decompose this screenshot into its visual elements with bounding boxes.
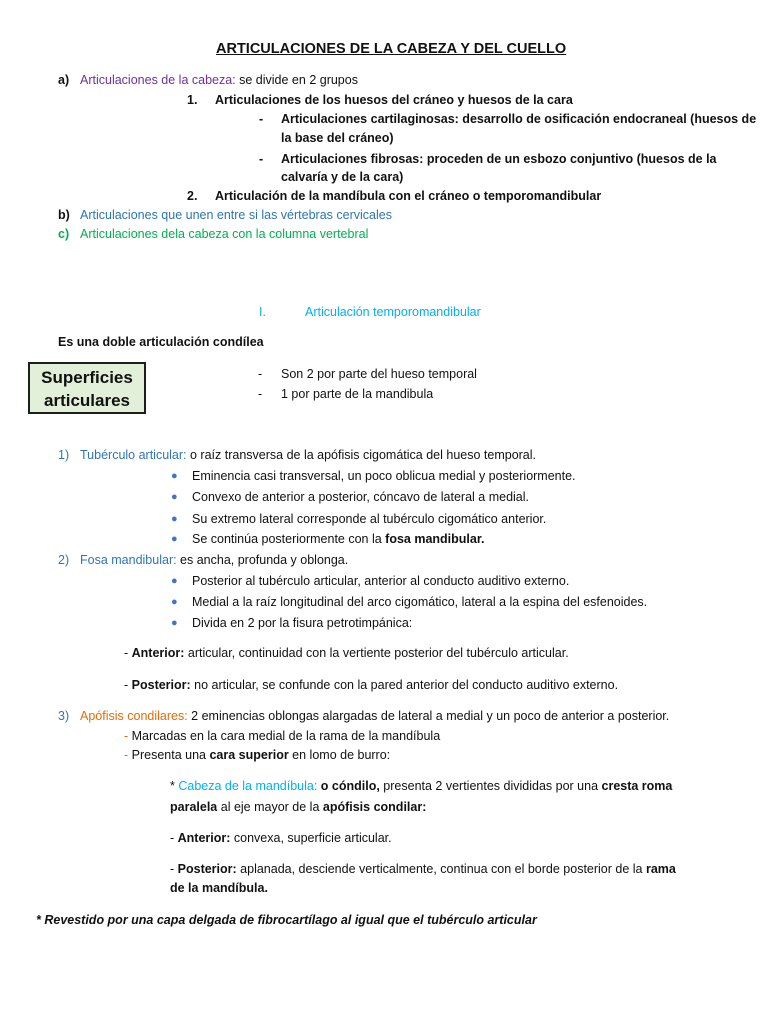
cabeza-bold1: o cóndilo, — [317, 779, 380, 793]
outline-b-marker: b) — [58, 208, 70, 222]
cabeza-posterior-dash: - — [170, 862, 178, 876]
item3-line2-text: Marcadas en la cara medial de la rama de la mandíbula — [131, 729, 441, 743]
cabeza-line1 — [170, 777, 672, 795]
outline-a-marker: a) — [58, 73, 70, 87]
box-item1: Son 2 por parte del hueso temporal — [281, 367, 477, 381]
fosa-posterior-text: no articular, se confunde con la pared anterior del conducto auditivo externo. — [190, 678, 619, 692]
item2-label: Fosa mandibular: — [80, 553, 177, 567]
bullet-icon: ● — [171, 470, 178, 482]
fosa-anterior-dash: - — [124, 646, 132, 660]
item1-label: Tubérculo articular: — [80, 448, 187, 462]
cabeza-line2 — [170, 798, 426, 816]
superficies-box — [28, 362, 146, 414]
cabeza-anterior-label: Anterior: — [177, 831, 231, 845]
bullet-icon: ● — [171, 533, 178, 545]
bullet-icon: ● — [171, 596, 178, 608]
outline-c-marker: c) — [58, 227, 70, 241]
cabeza-line2-mid: al eje mayor de la — [217, 800, 323, 814]
fosa-anterior-label: Anterior: — [131, 646, 185, 660]
item1-line — [80, 446, 536, 464]
item1-bullet-4-pre: Se continúa posteriormente con la — [192, 532, 386, 546]
outline-n1-marker: 1. — [187, 93, 198, 107]
cabeza-mid: presenta 2 vertientes divididas por una — [379, 779, 602, 793]
item3-label: Apófisis condilares: — [80, 709, 188, 723]
cabeza-posterior-line1 — [170, 860, 676, 878]
cabeza-posterior-line2: de la mandíbula. — [170, 881, 268, 895]
item2-bullet-3: Divida en 2 por la fisura petrotimpánica: — [192, 616, 413, 630]
item2-bullet-2: Medial a la raíz longitudinal del arco cigomático, lateral a la espina del esfenoides. — [192, 595, 648, 609]
superficies-box-line1: Superficies — [41, 368, 133, 387]
cabeza-posterior-bold: rama — [645, 862, 676, 876]
outline-n2-text: Articulación de la mandíbula con el cráneo o temporomandibular — [215, 189, 602, 203]
outline-n1-text: Articulaciones de los huesos del cráneo y huesos de la cara — [215, 93, 573, 107]
fosa-anterior-line — [124, 644, 569, 662]
item3-line2 — [124, 727, 440, 745]
item3-line2-dash: - — [124, 729, 132, 743]
box-item2: 1 por parte de la mandibula — [281, 387, 434, 401]
bullet-icon: ● — [171, 491, 178, 503]
superficies-box-line2: articulares — [44, 391, 130, 410]
outline-a-line — [80, 71, 358, 89]
footnote: * Revestido por una capa delgada de fibrocartílago al igual que el tubérculo articular — [36, 913, 537, 927]
item2-rest: es ancha, profunda y oblonga. — [176, 553, 349, 567]
item3-rest: 2 eminencias oblongas alargadas de lateral a medial y un poco de anterior a posterior. — [187, 709, 670, 723]
cabeza-line2-bold: paralela — [170, 800, 218, 814]
outline-c-text: Articulaciones dela cabeza con la columna vertebral — [80, 227, 369, 241]
fosa-posterior-line — [124, 676, 618, 694]
item1-bullet-3: Su extremo lateral corresponde al tubérculo cigomático anterior. — [192, 512, 547, 526]
bullet-icon: ● — [171, 617, 178, 629]
section-numeral: I. — [259, 305, 266, 319]
item2-bullet-1: Posterior al tubérculo articular, anterior al conducto auditivo externo. — [192, 574, 570, 588]
item3-line3-dash: - — [124, 748, 132, 762]
bullet-icon: ● — [171, 513, 178, 525]
item3-line3-bold: cara superior — [209, 748, 289, 762]
section-heading: Articulación temporomandibular — [305, 305, 481, 319]
cabeza-anterior-text: convexa, superficie articular. — [230, 831, 392, 845]
bullet-icon: ● — [171, 575, 178, 587]
section-intro: Es una doble articulación condílea — [58, 335, 264, 349]
outline-dash1-marker: - — [259, 112, 264, 126]
cabeza-anterior-dash: - — [170, 831, 178, 845]
fosa-posterior-label: Posterior: — [131, 678, 191, 692]
outline-dash2-line1: Articulaciones fibrosas: proceden de un esbozo conjuntivo (huesos de la — [281, 152, 717, 166]
fosa-posterior-dash: - — [124, 678, 132, 692]
cabeza-label: Cabeza de la mandíbula: — [178, 779, 318, 793]
item3-line3-pre: Presenta una — [131, 748, 210, 762]
outline-dash2-line2: calvaría y de la cara) — [281, 170, 404, 184]
cabeza-anterior — [170, 829, 392, 847]
outline-dash1-line2: la base del cráneo) — [281, 131, 394, 145]
fosa-anterior-text: articular, continuidad con la vertiente posterior del tubérculo articular. — [184, 646, 569, 660]
document-title: ARTICULACIONES DE LA CABEZA Y DEL CUELLO — [216, 41, 567, 57]
item2-marker: 2) — [58, 553, 70, 567]
item1-marker: 1) — [58, 448, 70, 462]
item3-line3 — [124, 746, 390, 764]
outline-n2-marker: 2. — [187, 189, 198, 203]
item3-line — [80, 707, 669, 725]
outline-dash2-marker: - — [259, 152, 264, 166]
outline-dash1-line1: Articulaciones cartilaginosas: desarrollo de osificación endocraneal (huesos de — [281, 112, 757, 126]
box-item2-dash: - — [258, 387, 263, 401]
item2-line — [80, 551, 348, 569]
outline-a-label: Articulaciones de la cabeza: — [80, 73, 236, 87]
item1-bullet-4-bold: fosa mandibular. — [385, 532, 485, 546]
item1-rest: o raíz transversa de la apófisis cigomática del hueso temporal. — [186, 448, 537, 462]
cabeza-bold2: cresta roma — [601, 779, 673, 793]
cabeza-line2-bold2: apófisis condilar: — [322, 800, 427, 814]
cabeza-posterior-label: Posterior: — [177, 862, 237, 876]
outline-b-text: Articulaciones que unen entre si las vértebras cervicales — [80, 208, 392, 222]
item3-line3-post: en lomo de burro: — [288, 748, 391, 762]
item1-bullet-1: Eminencia casi transversal, un poco oblicua medial y posteriormente. — [192, 469, 576, 483]
item1-bullet-4 — [192, 530, 485, 548]
item3-marker: 3) — [58, 709, 70, 723]
cabeza-star: * — [170, 779, 179, 793]
box-item1-dash: - — [258, 367, 263, 381]
cabeza-posterior-text: aplanada, desciende verticalmente, continua con el borde posterior de la — [236, 862, 646, 876]
item1-bullet-2: Convexo de anterior a posterior, cóncavo de lateral a medial. — [192, 490, 529, 504]
outline-a-rest: se divide en 2 grupos — [235, 73, 358, 87]
